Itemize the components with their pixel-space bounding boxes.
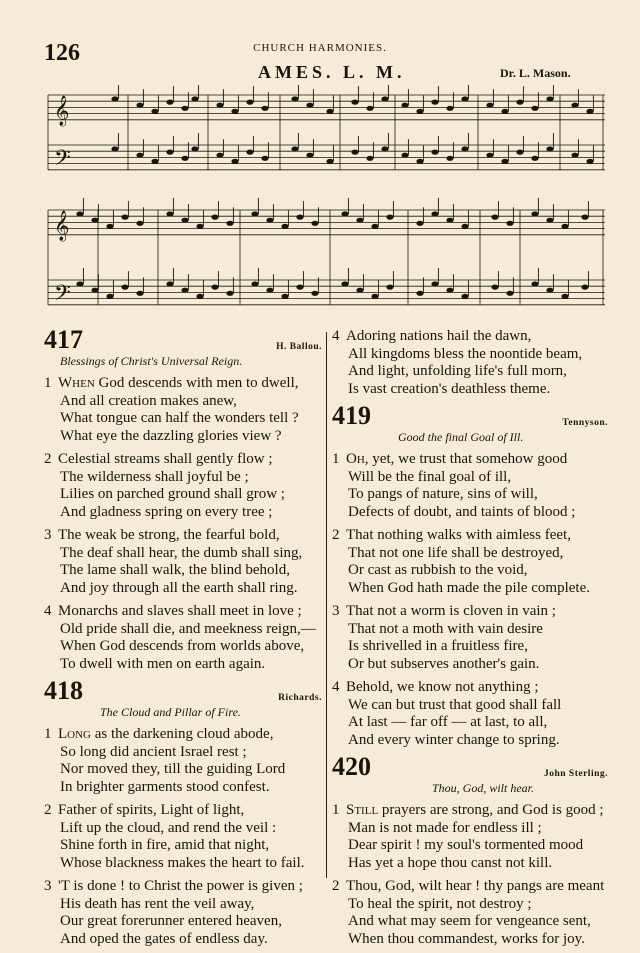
line-text: That not a moth with vain desire xyxy=(348,620,543,637)
verse-line xyxy=(332,381,608,399)
note-head xyxy=(166,211,173,216)
music-score xyxy=(40,85,610,317)
hymn-418 xyxy=(44,677,326,948)
verse-line xyxy=(332,802,608,820)
line-text: When God hath made the pile complete. xyxy=(348,579,590,596)
note-head xyxy=(121,215,128,220)
note-head xyxy=(306,103,313,108)
verse-line xyxy=(44,913,326,931)
note-head xyxy=(211,215,218,220)
verse-line xyxy=(332,931,608,949)
note-head xyxy=(136,103,143,108)
line-text: And joy through all the earth shall ring. xyxy=(60,579,298,596)
line-text: Father of spirits, Light of light, xyxy=(58,802,245,818)
note-head xyxy=(381,96,388,101)
line-text: So long did ancient Israel rest ; xyxy=(60,743,247,760)
note-head xyxy=(326,109,333,114)
note-head xyxy=(106,224,113,229)
line-text: We can but trust that good shall fall xyxy=(348,696,562,713)
line-text: When God descends from worlds above, xyxy=(60,638,305,654)
note-head xyxy=(311,221,318,226)
note-head xyxy=(386,285,393,290)
line-text: To pangs of nature, sins of will, xyxy=(348,486,538,502)
note-head xyxy=(121,285,128,290)
note-head xyxy=(91,218,98,223)
note-head xyxy=(546,96,553,101)
note-head xyxy=(231,109,238,114)
note-head xyxy=(246,150,253,155)
note-head xyxy=(181,156,188,161)
line-text: Celestial streams shall gently flow ; xyxy=(58,451,273,467)
note-head xyxy=(266,288,273,293)
verse-line xyxy=(332,545,608,563)
note-head xyxy=(356,218,363,223)
hymn-number: 419 xyxy=(332,401,371,430)
note-head xyxy=(531,211,538,216)
line-text: And all creation makes anew, xyxy=(60,392,237,409)
line-text: Has yet a hope thou canst not kill. xyxy=(348,854,553,871)
note-head xyxy=(571,153,578,158)
note-head xyxy=(166,150,173,155)
line-text: Shine forth in fire, amid that night, xyxy=(60,837,270,853)
line-text: And what may seem for vengeance sent, xyxy=(348,913,591,929)
note-head xyxy=(431,211,438,216)
note-head xyxy=(461,146,468,151)
line-text: Or but subserves another's gain. xyxy=(348,655,540,672)
verse-line xyxy=(44,656,326,674)
verse-line xyxy=(44,878,326,896)
note-head xyxy=(571,103,578,108)
line-text: Will be the final goal of ill, xyxy=(348,468,512,485)
hymn-number: 418 xyxy=(44,676,83,705)
note-head xyxy=(581,215,588,220)
line-text: And every winter change to spring. xyxy=(348,731,560,748)
hymn-417-continued xyxy=(332,328,608,398)
line-text: When thou commandest, works for joy. xyxy=(348,930,585,947)
note-head xyxy=(506,221,513,226)
note-head xyxy=(261,106,268,111)
verse-line xyxy=(44,726,326,744)
note-head xyxy=(351,150,358,155)
line-text: Whose blackness makes the heart to fail. xyxy=(60,854,305,871)
stanza-number: 4 xyxy=(44,603,52,619)
note-head xyxy=(431,281,438,286)
note-head xyxy=(401,103,408,108)
verse-line xyxy=(332,656,608,674)
note-head xyxy=(196,294,203,299)
clef-icon: 𝄞 xyxy=(54,96,70,126)
verse-line xyxy=(332,527,608,545)
note-head xyxy=(196,224,203,229)
stanza-number: 1 xyxy=(44,726,52,742)
note-head xyxy=(371,224,378,229)
note-head xyxy=(506,291,513,296)
hymn-417 xyxy=(44,326,326,673)
note-head xyxy=(266,218,273,223)
stanza xyxy=(332,802,608,872)
verse-line xyxy=(332,697,608,715)
stanza xyxy=(44,451,326,521)
stanza-number: 4 xyxy=(332,328,340,344)
note-head xyxy=(461,96,468,101)
stanza xyxy=(332,679,608,749)
line-text: Is shrivelled in a fruitless fire, xyxy=(348,638,528,654)
note-head xyxy=(501,109,508,114)
stanza-number: 3 xyxy=(332,603,340,619)
note-head xyxy=(386,215,393,220)
note-head xyxy=(251,211,258,216)
line-text: as the darkening cloud abode, xyxy=(91,726,274,742)
note-head xyxy=(516,100,523,105)
hymn-stanzas xyxy=(332,451,608,749)
verse-line xyxy=(44,562,326,580)
clef-icon: 𝄢 xyxy=(54,146,71,176)
verse-line xyxy=(44,375,326,393)
line-text: The wilderness shall joyful be ; xyxy=(60,468,249,485)
note-head xyxy=(306,153,313,158)
stanza xyxy=(44,802,326,872)
verse-line xyxy=(44,761,326,779)
note-head xyxy=(381,146,388,151)
note-head xyxy=(136,153,143,158)
hymn-title: Thou, God, wilt hear. xyxy=(432,781,535,795)
verse-line xyxy=(44,527,326,545)
note-head xyxy=(416,221,423,226)
verse-line xyxy=(44,469,326,487)
hymn-title: The Cloud and Pillar of Fire. xyxy=(100,705,241,719)
stanza xyxy=(44,527,326,597)
line-text: prayers are strong, and God is good ; xyxy=(378,802,604,818)
verse-line xyxy=(332,603,608,621)
note-head xyxy=(341,281,348,286)
verse-line xyxy=(44,779,326,797)
stanza-number: 1 xyxy=(332,802,340,818)
note-head xyxy=(151,109,158,114)
stanza-number: 2 xyxy=(332,878,340,894)
line-text: Defects of doubt, and taints of blood ; xyxy=(348,503,576,520)
note-head xyxy=(341,211,348,216)
note-head xyxy=(416,159,423,164)
line-text: Monarchs and slaves shall meet in love ; xyxy=(58,603,302,619)
line-text: To dwell with men on earth again. xyxy=(60,655,266,672)
stanza-number: 2 xyxy=(44,451,52,467)
verse-line xyxy=(44,410,326,428)
note-head xyxy=(216,103,223,108)
note-head xyxy=(191,96,198,101)
line-text: Lift up the cloud, and rend the veil : xyxy=(60,819,277,836)
verse-line xyxy=(332,621,608,639)
note-head xyxy=(531,156,538,161)
verse-line xyxy=(44,621,326,639)
note-head xyxy=(311,291,318,296)
note-head xyxy=(296,285,303,290)
stanza xyxy=(44,603,326,673)
hymn-title: Blessings of Christ's Universal Reign. xyxy=(60,354,243,368)
line-text: And light, unfolding life's full morn, xyxy=(348,363,567,379)
stanza-number: 3 xyxy=(44,527,52,543)
note-head xyxy=(446,156,453,161)
note-head xyxy=(486,103,493,108)
note-head xyxy=(106,294,113,299)
note-head xyxy=(246,100,253,105)
note-head xyxy=(371,294,378,299)
note-head xyxy=(76,211,83,216)
stanza-number: 3 xyxy=(44,878,52,894)
note-head xyxy=(446,288,453,293)
note-head xyxy=(446,218,453,223)
verse-line xyxy=(332,913,608,931)
verse-line xyxy=(44,837,326,855)
note-head xyxy=(226,291,233,296)
verse-line xyxy=(44,393,326,411)
note-head xyxy=(111,96,118,101)
note-head xyxy=(531,106,538,111)
line-text: The lame shall walk, the blind behold, xyxy=(60,562,290,578)
page-number: 126 xyxy=(44,40,80,66)
line-text: That not one life shall be destroyed, xyxy=(348,544,564,561)
verse-line xyxy=(332,714,608,732)
left-column xyxy=(44,326,326,948)
line-text: Man is not made for endless ill ; xyxy=(348,819,542,836)
line-text: Our great forerunner entered heaven, xyxy=(60,913,282,929)
stanza xyxy=(332,603,608,673)
line-text: Or cast as rubbish to the void, xyxy=(348,562,528,578)
hymn-number: 420 xyxy=(332,752,371,781)
first-word: Oh xyxy=(346,451,365,467)
line-text: , yet, we trust that somehow good xyxy=(364,451,568,467)
note-head xyxy=(181,288,188,293)
verse-line xyxy=(332,346,608,364)
verse-line xyxy=(44,744,326,762)
stanza xyxy=(332,527,608,597)
line-text: Nor moved they, till the guiding Lord xyxy=(60,761,286,777)
note-head xyxy=(166,100,173,105)
note-head xyxy=(561,294,568,299)
note-head xyxy=(281,294,288,299)
clef-icon: 𝄢 xyxy=(54,281,71,311)
stanza-number: 1 xyxy=(332,451,340,467)
hymn-author: Richards. xyxy=(278,693,322,703)
note-head xyxy=(491,285,498,290)
verse-line xyxy=(332,638,608,656)
note-head xyxy=(586,159,593,164)
note-head xyxy=(516,150,523,155)
note-head xyxy=(326,159,333,164)
first-word: Still xyxy=(346,802,379,818)
note-head xyxy=(261,156,268,161)
note-head xyxy=(111,146,118,151)
line-text: And gladness spring on every tree ; xyxy=(60,503,273,520)
note-head xyxy=(296,215,303,220)
line-text: The weak be strong, the fearful bold, xyxy=(58,527,280,543)
note-head xyxy=(561,224,568,229)
verse-line xyxy=(332,363,608,381)
verse-line xyxy=(332,855,608,873)
column-divider xyxy=(326,332,327,878)
verse-line xyxy=(332,896,608,914)
verse-line xyxy=(332,469,608,487)
verse-line xyxy=(332,820,608,838)
clef-icon: 𝄞 xyxy=(54,211,70,241)
hymn-number: 417 xyxy=(44,325,83,354)
note-head xyxy=(76,281,83,286)
verse-line xyxy=(332,451,608,469)
note-head xyxy=(546,288,553,293)
line-text: And oped the gates of endless day. xyxy=(60,930,268,947)
stanza xyxy=(332,878,608,948)
hymn-419 xyxy=(332,402,608,749)
note-head xyxy=(91,288,98,293)
verse-line xyxy=(44,638,326,656)
line-text: Old pride shall die, and meekness reign,— xyxy=(60,620,316,637)
note-head xyxy=(291,146,298,151)
line-text: At last — far off — at last, to all, xyxy=(348,714,548,730)
line-text: What eye the dazzling glories view ? xyxy=(60,427,282,444)
line-text: In brighter garments stood confest. xyxy=(60,778,270,795)
note-head xyxy=(491,215,498,220)
line-text: Lilies on parched ground shall grow ; xyxy=(60,486,285,502)
line-text: Thou, God, wilt hear ! thy pangs are meant xyxy=(346,878,605,894)
verse-line xyxy=(44,545,326,563)
tune-name: AMES. L. M. xyxy=(258,62,406,82)
line-text: To heal the spirit, not destroy ; xyxy=(348,895,532,912)
verse-line xyxy=(44,580,326,598)
note-head xyxy=(351,100,358,105)
verse-line xyxy=(332,562,608,580)
line-text: His death has rent the veil away, xyxy=(60,895,255,912)
line-text: Is vast creation's deathless theme. xyxy=(348,380,551,397)
note-head xyxy=(166,281,173,286)
note-head xyxy=(486,153,493,158)
note-head xyxy=(366,106,373,111)
line-text: All kingdoms bless the noontide beam, xyxy=(348,345,583,362)
stanza xyxy=(44,878,326,948)
note-head xyxy=(231,159,238,164)
verse-line xyxy=(44,451,326,469)
hymn-author: John Sterling. xyxy=(543,769,608,779)
verse-line xyxy=(332,732,608,750)
note-head xyxy=(546,218,553,223)
note-head xyxy=(546,146,553,151)
verse-line xyxy=(44,603,326,621)
stanza-number: 2 xyxy=(332,527,340,543)
note-head xyxy=(291,96,298,101)
note-head xyxy=(216,153,223,158)
verse-line xyxy=(44,855,326,873)
stanza xyxy=(332,451,608,521)
note-head xyxy=(181,218,188,223)
hymn-stanzas xyxy=(332,802,608,948)
verse-line xyxy=(44,486,326,504)
tune-composer: Dr. L. Mason. xyxy=(500,66,571,80)
note-head xyxy=(446,106,453,111)
hymn-420 xyxy=(332,753,608,948)
note-head xyxy=(136,221,143,226)
line-text: That nothing walks with aimless feet, xyxy=(346,527,571,543)
note-head xyxy=(401,153,408,158)
note-head xyxy=(191,146,198,151)
note-head xyxy=(501,159,508,164)
note-head xyxy=(431,100,438,105)
running-title: CHURCH HARMONIES. xyxy=(253,42,387,54)
stanza-number: 2 xyxy=(44,802,52,818)
note-head xyxy=(416,109,423,114)
note-head xyxy=(586,109,593,114)
verse-line xyxy=(332,580,608,598)
line-text: Adoring nations hail the dawn, xyxy=(346,328,532,344)
line-text: God descends with men to dwell, xyxy=(94,375,299,391)
stanza-number: 4 xyxy=(332,679,340,695)
note-head xyxy=(136,291,143,296)
stanza xyxy=(332,328,608,398)
verse-line xyxy=(44,802,326,820)
note-head xyxy=(211,285,218,290)
verse-line xyxy=(44,931,326,949)
note-head xyxy=(356,288,363,293)
hymn-stanzas xyxy=(44,726,326,948)
first-word: When xyxy=(58,375,95,391)
verse-line xyxy=(332,328,608,346)
note-head xyxy=(151,159,158,164)
line-text: What tongue can half the wonders tell ? xyxy=(60,410,299,426)
note-head xyxy=(461,294,468,299)
note-head xyxy=(226,221,233,226)
verse-line xyxy=(332,878,608,896)
hymn-author: Tennyson. xyxy=(562,418,608,428)
note-head xyxy=(251,281,258,286)
note-head xyxy=(431,150,438,155)
hymn-author: H. Ballou. xyxy=(276,342,322,352)
line-text: The deaf shall hear, the dumb shall sing, xyxy=(60,544,303,561)
line-text: That not a worm is cloven in vain ; xyxy=(346,603,556,619)
verse-line xyxy=(44,504,326,522)
note-head xyxy=(461,224,468,229)
note-head xyxy=(366,156,373,161)
note-head xyxy=(181,106,188,111)
verse-line xyxy=(332,504,608,522)
verse-line xyxy=(44,428,326,446)
line-text: Behold, we know not anything ; xyxy=(346,679,539,695)
hymn-stanzas xyxy=(44,375,326,673)
line-text: 'T is done ! to Christ the power is given ; xyxy=(58,878,303,894)
line-text: Dear spirit ! my soul's tormented mood xyxy=(348,837,584,853)
stanza xyxy=(44,726,326,796)
verse-line xyxy=(44,820,326,838)
note-head xyxy=(581,285,588,290)
verse-line xyxy=(332,679,608,697)
note-head xyxy=(531,281,538,286)
note-head xyxy=(416,291,423,296)
stanza xyxy=(44,375,326,445)
stanza-number: 1 xyxy=(44,375,52,391)
note-head xyxy=(281,224,288,229)
verse-line xyxy=(332,837,608,855)
right-column xyxy=(332,328,608,948)
hymn-title: Good the final Goal of Ill. xyxy=(398,430,524,444)
first-word: Long xyxy=(58,726,91,742)
verse-line xyxy=(44,896,326,914)
verse-line xyxy=(332,486,608,504)
